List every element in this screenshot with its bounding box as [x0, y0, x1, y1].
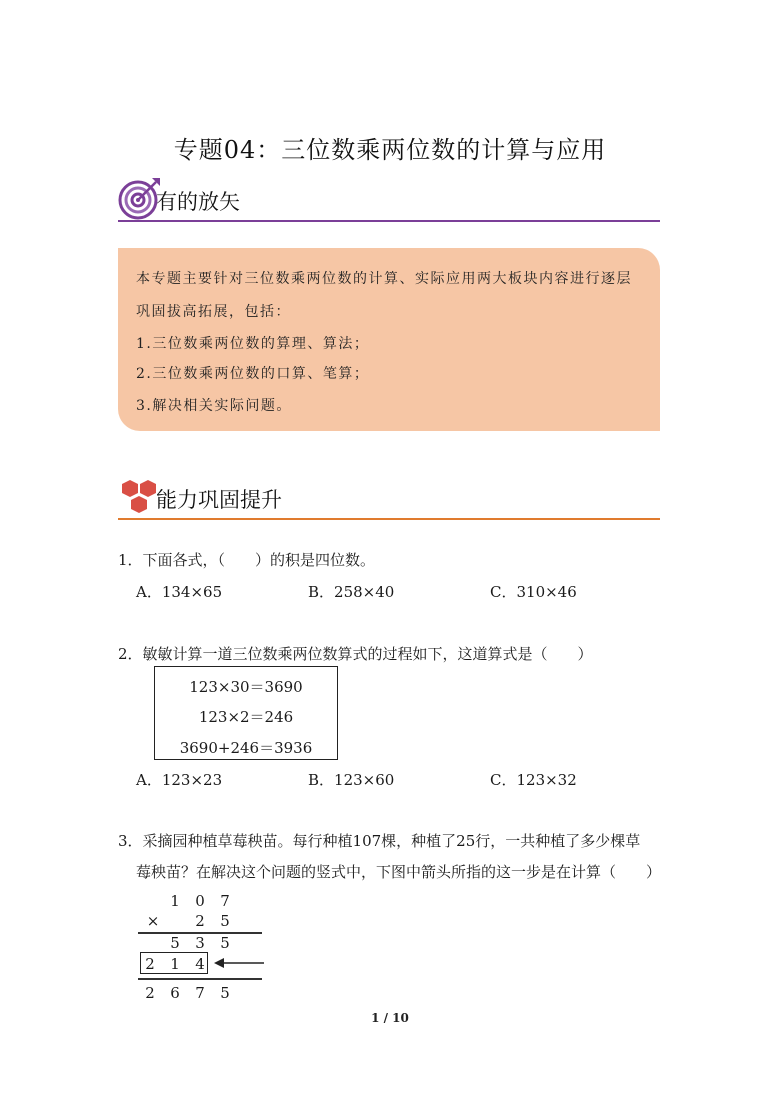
calculation-line: 123×30＝3690	[189, 678, 303, 696]
section-title: 有的放矢	[156, 190, 240, 214]
digit: 5	[220, 934, 230, 952]
calculation-line: 3690+246＝3936	[179, 739, 313, 757]
section-heading-practice	[118, 470, 660, 520]
digit: 3	[195, 934, 205, 952]
digit: 4	[195, 955, 205, 973]
question-3-cont: 莓秧苗？在解决这个问题的竖式中，下图中箭头所指的这一步是在计算（ ）	[136, 863, 662, 881]
section-title: 能力巩固提升	[156, 488, 282, 512]
option-c: C．310×46	[490, 583, 577, 601]
multiply-sign: ×	[146, 912, 160, 930]
digit: 7	[195, 984, 205, 1002]
calculation-line: 123×2＝246	[198, 708, 294, 726]
option-b: B．258×40	[308, 583, 395, 601]
digit: 7	[220, 892, 230, 910]
summary-line: 本专题主要针对三位数乘两位数的计算、实际应用两大板块内容进行逐层	[136, 271, 632, 287]
section-heading-goals	[118, 172, 660, 222]
question-1: 1．下面各式，（ ）的积是四位数。	[118, 551, 376, 569]
digit: 0	[195, 892, 205, 910]
digit: 2	[145, 984, 155, 1002]
page-title: 专题04：三位数乘两位数的计算与应用	[173, 136, 607, 164]
sum-line	[138, 978, 262, 980]
page-number: 1 / 10	[371, 1011, 409, 1025]
digit: 5	[220, 984, 230, 1002]
summary-line: 巩固拔高拓展，包括：	[136, 304, 291, 320]
digit: 2	[195, 912, 205, 930]
section-divider	[118, 518, 660, 520]
arrow-left-icon	[212, 956, 266, 970]
option-c: C．123×32	[490, 771, 577, 789]
option-b: B．123×60	[308, 771, 395, 789]
option-a: A．134×65	[136, 583, 223, 601]
question-3: 3．采摘园种植草莓秧苗。每行种植107棵，种植了25行，一共种植了多少棵草	[118, 832, 641, 850]
digit: 5	[170, 934, 180, 952]
summary-line: 3.解决相关实际问题。	[136, 398, 292, 414]
option-a: A．123×23	[136, 771, 223, 789]
digit: 2	[145, 955, 155, 973]
question-2: 2．敏敏计算一道三位数乘两位数算式的过程如下，这道算式是（ ）	[118, 645, 593, 663]
digit: 5	[220, 912, 230, 930]
summary-line: 1.三位数乘两位数的算理、算法；	[136, 336, 370, 352]
section-divider	[118, 220, 660, 222]
digit: 1	[170, 955, 180, 973]
summary-line: 2.三位数乘两位数的口算、笔算；	[136, 366, 370, 382]
digit: 1	[170, 892, 180, 910]
digit: 6	[170, 984, 180, 1002]
